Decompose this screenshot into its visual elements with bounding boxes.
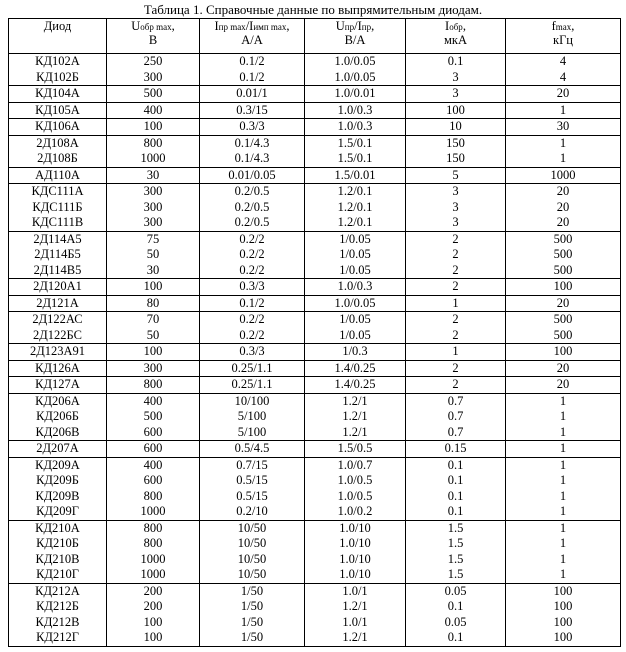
cell-f-max: 20 bbox=[506, 86, 621, 103]
cell-u-fwd: 1.0/0.05 bbox=[305, 54, 406, 70]
cell-f-max: 20 bbox=[506, 200, 621, 216]
table-row bbox=[9, 552, 621, 568]
cell-i-fwd-max: 10/50 bbox=[200, 536, 305, 552]
table-row bbox=[9, 102, 621, 119]
cell-f-max: 4 bbox=[506, 70, 621, 86]
cell-i-rev: 1 bbox=[406, 295, 506, 312]
cell-i-fwd-max: 0.2/0.5 bbox=[200, 215, 305, 231]
cell-f-max: 1 bbox=[506, 441, 621, 458]
cell-u-rev-max: 600 bbox=[107, 441, 200, 458]
cell-i-fwd-max: 0.5/15 bbox=[200, 489, 305, 505]
cell-i-rev: 1.5 bbox=[406, 552, 506, 568]
cell-diode: 2Д207А bbox=[9, 441, 107, 458]
cell-f-max: 4 bbox=[506, 54, 621, 70]
cell-u-rev-max: 400 bbox=[107, 457, 200, 473]
cell-i-fwd-max: 10/50 bbox=[200, 520, 305, 536]
cell-u-rev-max: 200 bbox=[107, 583, 200, 599]
cell-f-max: 1 bbox=[506, 393, 621, 409]
cell-u-fwd: 1.2/1 bbox=[305, 409, 406, 425]
cell-diode: КД212А bbox=[9, 583, 107, 599]
cell-u-rev-max: 70 bbox=[107, 312, 200, 328]
cell-diode: КД206А bbox=[9, 393, 107, 409]
cell-diode: КДС111А bbox=[9, 184, 107, 200]
cell-u-fwd: 1/0.05 bbox=[305, 263, 406, 279]
cell-f-max: 20 bbox=[506, 360, 621, 377]
table-row bbox=[9, 295, 621, 312]
cell-diode: КДС111В bbox=[9, 215, 107, 231]
cell-f-max: 100 bbox=[506, 583, 621, 599]
cell-u-rev-max: 800 bbox=[107, 536, 200, 552]
cell-i-rev: 3 bbox=[406, 70, 506, 86]
header-i-rev: Iобр, мкА bbox=[406, 19, 506, 54]
cell-f-max: 1 bbox=[506, 536, 621, 552]
cell-u-rev-max: 100 bbox=[107, 344, 200, 361]
cell-i-fwd-max: 0.25/1.1 bbox=[200, 377, 305, 394]
cell-i-fwd-max: 0.2/0.5 bbox=[200, 184, 305, 200]
table-row bbox=[9, 473, 621, 489]
cell-u-rev-max: 100 bbox=[107, 119, 200, 136]
table-row bbox=[9, 377, 621, 394]
cell-f-max: 1 bbox=[506, 102, 621, 119]
cell-i-rev: 0.7 bbox=[406, 393, 506, 409]
header-diode: Диод bbox=[9, 19, 107, 54]
cell-i-rev: 0.7 bbox=[406, 425, 506, 441]
cell-i-rev: 0.1 bbox=[406, 630, 506, 646]
cell-u-fwd: 1.0/10 bbox=[305, 520, 406, 536]
table-caption: Таблица 1. Справочные данные по выпрямительным диодам. bbox=[143, 2, 483, 17]
cell-u-fwd: 1.5/0.1 bbox=[305, 151, 406, 167]
cell-diode: КД209А bbox=[9, 457, 107, 473]
diode-table bbox=[8, 18, 621, 647]
cell-diode: КД210В bbox=[9, 552, 107, 568]
cell-i-rev: 2 bbox=[406, 231, 506, 247]
cell-i-fwd-max: 0.3/3 bbox=[200, 279, 305, 296]
cell-u-fwd: 1/0.3 bbox=[305, 344, 406, 361]
cell-u-fwd: 1.0/0.2 bbox=[305, 504, 406, 520]
cell-diode: 2Д114А5 bbox=[9, 231, 107, 247]
cell-u-fwd: 1.0/0.5 bbox=[305, 473, 406, 489]
table-row bbox=[9, 630, 621, 646]
table-row bbox=[9, 279, 621, 296]
table-row bbox=[9, 312, 621, 328]
cell-diode: 2Д122БС bbox=[9, 328, 107, 344]
cell-u-fwd: 1.5/0.5 bbox=[305, 441, 406, 458]
cell-u-fwd: 1.0/10 bbox=[305, 552, 406, 568]
cell-f-max: 20 bbox=[506, 295, 621, 312]
cell-i-fwd-max: 0.2/10 bbox=[200, 504, 305, 520]
table-row bbox=[9, 425, 621, 441]
table-row bbox=[9, 441, 621, 458]
cell-f-max: 500 bbox=[506, 328, 621, 344]
cell-u-rev-max: 1000 bbox=[107, 567, 200, 583]
cell-u-fwd: 1.5/0.1 bbox=[305, 135, 406, 151]
cell-i-fwd-max: 10/50 bbox=[200, 567, 305, 583]
cell-u-fwd: 1.2/0.1 bbox=[305, 184, 406, 200]
cell-diode: КД212В bbox=[9, 615, 107, 631]
table-row bbox=[9, 119, 621, 136]
cell-i-fwd-max: 0.7/15 bbox=[200, 457, 305, 473]
cell-u-rev-max: 30 bbox=[107, 263, 200, 279]
cell-i-rev: 3 bbox=[406, 200, 506, 216]
cell-diode: 2Д121А bbox=[9, 295, 107, 312]
cell-i-rev: 2 bbox=[406, 279, 506, 296]
cell-i-rev: 0.7 bbox=[406, 409, 506, 425]
cell-i-fwd-max: 1/50 bbox=[200, 630, 305, 646]
cell-u-fwd: 1.2/1 bbox=[305, 425, 406, 441]
cell-f-max: 1 bbox=[506, 504, 621, 520]
cell-i-fwd-max: 0.01/1 bbox=[200, 86, 305, 103]
cell-u-fwd: 1.0/0.3 bbox=[305, 102, 406, 119]
cell-i-rev: 3 bbox=[406, 215, 506, 231]
table-row bbox=[9, 167, 621, 184]
cell-u-rev-max: 100 bbox=[107, 630, 200, 646]
cell-diode: КД105А bbox=[9, 102, 107, 119]
cell-i-fwd-max: 0.2/2 bbox=[200, 263, 305, 279]
table-row bbox=[9, 393, 621, 409]
cell-i-fwd-max: 0.1/4.3 bbox=[200, 151, 305, 167]
cell-u-fwd: 1.0/0.3 bbox=[305, 279, 406, 296]
cell-u-fwd: 1/0.05 bbox=[305, 247, 406, 263]
table-row bbox=[9, 457, 621, 473]
cell-u-fwd: 1/0.05 bbox=[305, 231, 406, 247]
cell-f-max: 500 bbox=[506, 312, 621, 328]
cell-i-rev: 1.5 bbox=[406, 567, 506, 583]
cell-i-rev: 2 bbox=[406, 247, 506, 263]
cell-u-rev-max: 400 bbox=[107, 393, 200, 409]
cell-i-fwd-max: 0.5/15 bbox=[200, 473, 305, 489]
table-row bbox=[9, 247, 621, 263]
cell-f-max: 1 bbox=[506, 520, 621, 536]
table-row bbox=[9, 567, 621, 583]
cell-u-fwd: 1.0/0.5 bbox=[305, 489, 406, 505]
cell-u-rev-max: 80 bbox=[107, 295, 200, 312]
cell-i-rev: 100 bbox=[406, 102, 506, 119]
cell-u-fwd: 1.0/0.05 bbox=[305, 295, 406, 312]
cell-i-fwd-max: 0.1/2 bbox=[200, 70, 305, 86]
cell-diode: 2Д108А bbox=[9, 135, 107, 151]
cell-f-max: 20 bbox=[506, 184, 621, 200]
table-row bbox=[9, 231, 621, 247]
cell-u-rev-max: 600 bbox=[107, 473, 200, 489]
cell-u-fwd: 1/0.05 bbox=[305, 312, 406, 328]
cell-i-fwd-max: 1/50 bbox=[200, 599, 305, 615]
cell-u-rev-max: 1000 bbox=[107, 151, 200, 167]
cell-u-rev-max: 250 bbox=[107, 54, 200, 70]
cell-diode: КД209В bbox=[9, 489, 107, 505]
cell-i-fwd-max: 0.5/4.5 bbox=[200, 441, 305, 458]
cell-u-fwd: 1.0/10 bbox=[305, 567, 406, 583]
cell-diode: КД209Б bbox=[9, 473, 107, 489]
cell-u-fwd: 1.0/1 bbox=[305, 583, 406, 599]
table-row bbox=[9, 489, 621, 505]
cell-f-max: 100 bbox=[506, 630, 621, 646]
cell-i-rev: 0.1 bbox=[406, 457, 506, 473]
header-i-fwd-max: Iпр max/Iимп max, А/А bbox=[200, 19, 305, 54]
header-u-rev-max: Uобр max, В bbox=[107, 19, 200, 54]
cell-f-max: 100 bbox=[506, 599, 621, 615]
cell-u-fwd: 1.4/0.25 bbox=[305, 360, 406, 377]
cell-i-rev: 3 bbox=[406, 86, 506, 103]
cell-f-max: 1 bbox=[506, 552, 621, 568]
cell-u-fwd: 1.2/1 bbox=[305, 599, 406, 615]
cell-i-fwd-max: 0.3/3 bbox=[200, 344, 305, 361]
table-row bbox=[9, 70, 621, 86]
cell-diode: 2Д123А91 bbox=[9, 344, 107, 361]
cell-f-max: 20 bbox=[506, 215, 621, 231]
cell-u-fwd: 1.2/1 bbox=[305, 393, 406, 409]
cell-i-fwd-max: 0.3/3 bbox=[200, 119, 305, 136]
cell-f-max: 1 bbox=[506, 135, 621, 151]
cell-i-rev: 150 bbox=[406, 151, 506, 167]
cell-u-rev-max: 400 bbox=[107, 102, 200, 119]
cell-diode: КД210Г bbox=[9, 567, 107, 583]
cell-diode: КД102Б bbox=[9, 70, 107, 86]
cell-f-max: 1000 bbox=[506, 167, 621, 184]
cell-i-rev: 1.5 bbox=[406, 520, 506, 536]
cell-f-max: 1 bbox=[506, 425, 621, 441]
table-row bbox=[9, 135, 621, 151]
cell-u-fwd: 1.2/0.1 bbox=[305, 200, 406, 216]
cell-i-rev: 0.1 bbox=[406, 599, 506, 615]
cell-u-rev-max: 300 bbox=[107, 360, 200, 377]
table-row bbox=[9, 344, 621, 361]
cell-i-rev: 0.1 bbox=[406, 489, 506, 505]
cell-u-rev-max: 300 bbox=[107, 184, 200, 200]
table-row bbox=[9, 504, 621, 520]
cell-i-rev: 0.1 bbox=[406, 504, 506, 520]
cell-diode: АД110А bbox=[9, 167, 107, 184]
header-u-fwd: Uпр/Iпр, В/А bbox=[305, 19, 406, 54]
table-row bbox=[9, 328, 621, 344]
cell-i-fwd-max: 0.1/2 bbox=[200, 295, 305, 312]
cell-u-rev-max: 800 bbox=[107, 377, 200, 394]
cell-f-max: 30 bbox=[506, 119, 621, 136]
cell-u-rev-max: 30 bbox=[107, 167, 200, 184]
cell-u-rev-max: 100 bbox=[107, 279, 200, 296]
cell-i-rev: 2 bbox=[406, 312, 506, 328]
cell-u-rev-max: 300 bbox=[107, 70, 200, 86]
cell-diode: 2Д120А1 bbox=[9, 279, 107, 296]
cell-f-max: 1 bbox=[506, 151, 621, 167]
cell-i-fwd-max: 0.01/0.05 bbox=[200, 167, 305, 184]
cell-u-rev-max: 75 bbox=[107, 231, 200, 247]
cell-u-rev-max: 800 bbox=[107, 135, 200, 151]
cell-i-fwd-max: 0.3/15 bbox=[200, 102, 305, 119]
table-row bbox=[9, 86, 621, 103]
header-f-max: fmax, кГц bbox=[506, 19, 621, 54]
cell-i-fwd-max: 5/100 bbox=[200, 409, 305, 425]
cell-f-max: 1 bbox=[506, 567, 621, 583]
cell-i-fwd-max: 1/50 bbox=[200, 583, 305, 599]
cell-u-rev-max: 600 bbox=[107, 425, 200, 441]
cell-u-rev-max: 50 bbox=[107, 328, 200, 344]
cell-u-rev-max: 50 bbox=[107, 247, 200, 263]
cell-u-rev-max: 800 bbox=[107, 520, 200, 536]
cell-i-fwd-max: 0.1/2 bbox=[200, 54, 305, 70]
cell-i-rev: 3 bbox=[406, 184, 506, 200]
cell-u-fwd: 1.0/0.7 bbox=[305, 457, 406, 473]
cell-u-fwd: 1.2/0.1 bbox=[305, 215, 406, 231]
cell-u-fwd: 1.0/0.05 bbox=[305, 70, 406, 86]
table-row bbox=[9, 263, 621, 279]
table-row bbox=[9, 615, 621, 631]
cell-i-rev: 10 bbox=[406, 119, 506, 136]
table-row bbox=[9, 536, 621, 552]
cell-u-fwd: 1.0/0.3 bbox=[305, 119, 406, 136]
cell-diode: КД210А bbox=[9, 520, 107, 536]
cell-i-fwd-max: 0.2/0.5 bbox=[200, 200, 305, 216]
cell-diode: КД126А bbox=[9, 360, 107, 377]
cell-u-rev-max: 800 bbox=[107, 489, 200, 505]
table-row bbox=[9, 215, 621, 231]
table-row bbox=[9, 200, 621, 216]
cell-i-rev: 2 bbox=[406, 328, 506, 344]
cell-u-fwd: 1.0/0.01 bbox=[305, 86, 406, 103]
cell-diode: 2Д108Б bbox=[9, 151, 107, 167]
cell-i-rev: 2 bbox=[406, 377, 506, 394]
cell-i-rev: 150 bbox=[406, 135, 506, 151]
cell-u-rev-max: 1000 bbox=[107, 504, 200, 520]
cell-u-rev-max: 100 bbox=[107, 615, 200, 631]
cell-f-max: 500 bbox=[506, 263, 621, 279]
cell-i-rev: 0.05 bbox=[406, 615, 506, 631]
cell-u-rev-max: 500 bbox=[107, 86, 200, 103]
table-row bbox=[9, 184, 621, 200]
cell-u-rev-max: 300 bbox=[107, 200, 200, 216]
table-row bbox=[9, 360, 621, 377]
cell-i-fwd-max: 0.1/4.3 bbox=[200, 135, 305, 151]
table-row bbox=[9, 583, 621, 599]
cell-diode: КД127А bbox=[9, 377, 107, 394]
cell-f-max: 20 bbox=[506, 377, 621, 394]
cell-u-rev-max: 200 bbox=[107, 599, 200, 615]
cell-diode: КД106А bbox=[9, 119, 107, 136]
cell-i-fwd-max: 0.2/2 bbox=[200, 231, 305, 247]
cell-diode: КДС111Б bbox=[9, 200, 107, 216]
cell-i-rev: 1.5 bbox=[406, 536, 506, 552]
cell-diode: КД212Б bbox=[9, 599, 107, 615]
cell-diode: КД206Б bbox=[9, 409, 107, 425]
cell-u-rev-max: 500 bbox=[107, 409, 200, 425]
cell-i-rev: 0.1 bbox=[406, 473, 506, 489]
table-row bbox=[9, 54, 621, 70]
cell-i-fwd-max: 1/50 bbox=[200, 615, 305, 631]
cell-u-fwd: 1/0.05 bbox=[305, 328, 406, 344]
cell-u-fwd: 1.4/0.25 bbox=[305, 377, 406, 394]
cell-f-max: 1 bbox=[506, 457, 621, 473]
cell-u-fwd: 1.5/0.01 bbox=[305, 167, 406, 184]
cell-i-fwd-max: 0.2/2 bbox=[200, 328, 305, 344]
cell-diode: КД210Б bbox=[9, 536, 107, 552]
cell-u-fwd: 1.0/10 bbox=[305, 536, 406, 552]
cell-diode: КД104А bbox=[9, 86, 107, 103]
cell-i-rev: 0.1 bbox=[406, 54, 506, 70]
cell-diode: КД102А bbox=[9, 54, 107, 70]
cell-f-max: 1 bbox=[506, 489, 621, 505]
table-row bbox=[9, 409, 621, 425]
cell-f-max: 100 bbox=[506, 279, 621, 296]
cell-f-max: 1 bbox=[506, 409, 621, 425]
table-row bbox=[9, 599, 621, 615]
cell-i-fwd-max: 0.2/2 bbox=[200, 312, 305, 328]
cell-u-rev-max: 300 bbox=[107, 215, 200, 231]
cell-diode: КД206В bbox=[9, 425, 107, 441]
cell-f-max: 500 bbox=[506, 247, 621, 263]
cell-diode: 2Д114Б5 bbox=[9, 247, 107, 263]
cell-i-fwd-max: 0.25/1.1 bbox=[200, 360, 305, 377]
cell-i-fwd-max: 5/100 bbox=[200, 425, 305, 441]
cell-f-max: 500 bbox=[506, 231, 621, 247]
cell-diode: КД209Г bbox=[9, 504, 107, 520]
cell-f-max: 100 bbox=[506, 344, 621, 361]
table-body bbox=[9, 54, 621, 647]
cell-i-rev: 0.15 bbox=[406, 441, 506, 458]
table-row bbox=[9, 520, 621, 536]
cell-i-fwd-max: 10/50 bbox=[200, 552, 305, 568]
cell-u-fwd: 1.2/1 bbox=[305, 630, 406, 646]
cell-i-rev: 2 bbox=[406, 263, 506, 279]
cell-diode: КД212Г bbox=[9, 630, 107, 646]
cell-f-max: 100 bbox=[506, 615, 621, 631]
cell-diode: 2Д114В5 bbox=[9, 263, 107, 279]
cell-i-rev: 1 bbox=[406, 344, 506, 361]
cell-f-max: 1 bbox=[506, 473, 621, 489]
header-row bbox=[9, 19, 621, 54]
cell-u-rev-max: 1000 bbox=[107, 552, 200, 568]
cell-u-fwd: 1.0/1 bbox=[305, 615, 406, 631]
cell-i-rev: 5 bbox=[406, 167, 506, 184]
cell-diode: 2Д122АС bbox=[9, 312, 107, 328]
cell-i-fwd-max: 0.2/2 bbox=[200, 247, 305, 263]
table-row bbox=[9, 151, 621, 167]
cell-i-rev: 0.05 bbox=[406, 583, 506, 599]
cell-i-rev: 2 bbox=[406, 360, 506, 377]
cell-i-fwd-max: 10/100 bbox=[200, 393, 305, 409]
